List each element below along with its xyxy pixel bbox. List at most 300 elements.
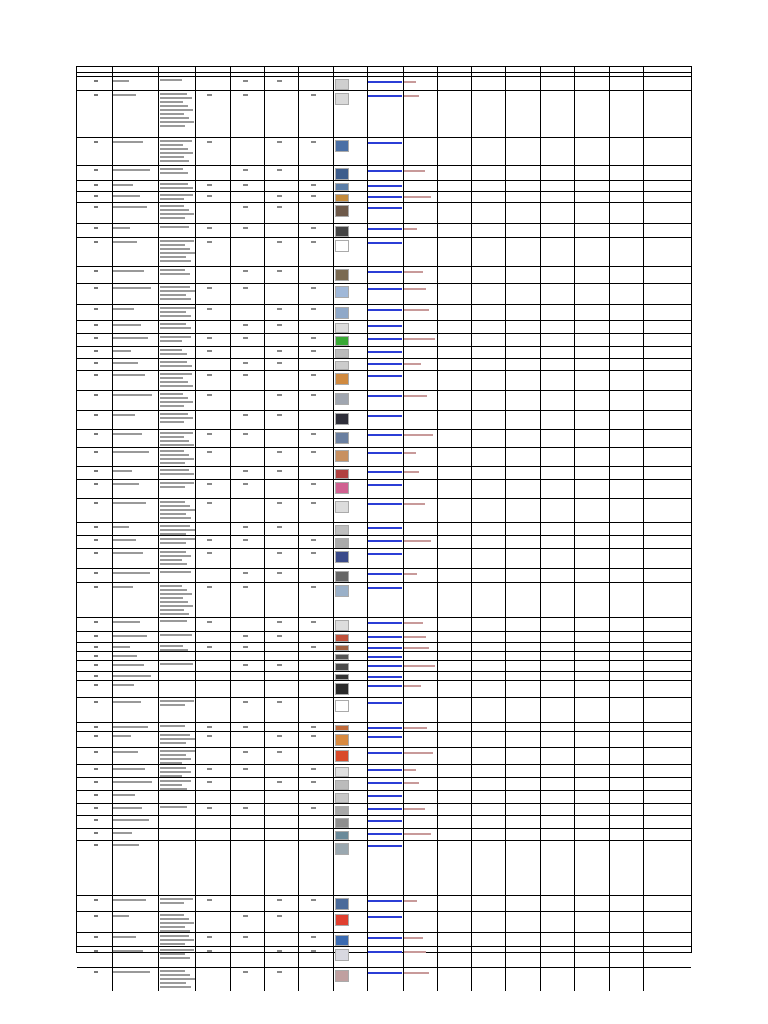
table-cell xyxy=(609,933,643,946)
table-cell xyxy=(77,523,112,535)
table-cell xyxy=(609,305,643,320)
table-cell xyxy=(195,841,230,895)
product-link[interactable] xyxy=(368,288,402,290)
product-thumbnail xyxy=(335,307,349,319)
product-link[interactable] xyxy=(368,665,402,667)
table-cell xyxy=(264,321,298,333)
table-cell xyxy=(264,284,298,304)
table-cell xyxy=(574,411,609,429)
table-cell xyxy=(540,765,574,777)
table-cell xyxy=(574,334,609,346)
table-cell xyxy=(77,536,112,548)
table-cell xyxy=(609,203,643,223)
description-line xyxy=(160,704,185,706)
value-cell xyxy=(207,936,212,938)
table-row xyxy=(77,911,691,932)
table-cell xyxy=(264,933,298,946)
value-cell xyxy=(243,936,248,938)
value-cell xyxy=(243,374,248,376)
description-line xyxy=(160,742,186,744)
description-line xyxy=(160,248,190,250)
table-cell xyxy=(540,896,574,911)
product-link[interactable] xyxy=(368,207,402,209)
table-cell xyxy=(643,391,691,410)
table-cell xyxy=(471,284,505,304)
table-cell xyxy=(195,732,230,747)
table-cell xyxy=(298,661,333,671)
table-cell xyxy=(298,933,333,946)
table-cell xyxy=(574,203,609,223)
product-link[interactable] xyxy=(368,471,402,473)
product-link[interactable] xyxy=(368,622,402,624)
table-cell xyxy=(643,947,691,967)
table-cell xyxy=(540,698,574,722)
table-cell xyxy=(609,661,643,671)
table-cell xyxy=(437,829,471,840)
table-cell xyxy=(230,841,264,895)
description-line xyxy=(160,505,190,507)
row-number xyxy=(94,751,98,753)
table-row xyxy=(77,237,691,266)
value-cell xyxy=(207,394,212,396)
table-cell xyxy=(298,166,333,180)
description-line xyxy=(160,939,194,941)
item-name xyxy=(113,241,137,243)
product-link[interactable] xyxy=(368,395,402,397)
description-line xyxy=(160,440,189,442)
table-row xyxy=(77,617,691,631)
description-line xyxy=(160,943,185,945)
table-cell xyxy=(540,643,574,651)
product-link[interactable] xyxy=(368,769,402,771)
row-number xyxy=(94,819,98,821)
product-link[interactable] xyxy=(368,540,402,542)
table-row xyxy=(77,660,691,671)
table-cell xyxy=(298,652,333,660)
item-name xyxy=(113,844,139,846)
table-cell xyxy=(471,391,505,410)
table-cell xyxy=(505,284,540,304)
table-cell xyxy=(609,536,643,548)
description-line xyxy=(160,970,185,972)
row-number xyxy=(94,324,98,326)
table-cell xyxy=(367,933,403,946)
value-cell xyxy=(277,664,282,666)
product-link[interactable] xyxy=(368,363,402,365)
product-link[interactable] xyxy=(368,833,402,835)
description-line xyxy=(160,209,189,211)
product-link[interactable] xyxy=(368,727,402,729)
table-cell xyxy=(643,652,691,660)
table-cell xyxy=(403,841,437,895)
table-cell xyxy=(112,91,158,137)
table-row xyxy=(77,932,691,946)
table-cell xyxy=(77,192,112,202)
table-cell xyxy=(112,523,158,535)
table-cell xyxy=(437,238,471,266)
table-cell xyxy=(264,661,298,671)
table-cell xyxy=(540,816,574,828)
table-cell xyxy=(437,583,471,617)
table-cell xyxy=(471,698,505,722)
value-cell xyxy=(243,414,248,416)
table-cell xyxy=(195,138,230,165)
table-cell xyxy=(403,748,437,764)
table-cell xyxy=(505,912,540,932)
table-cell xyxy=(609,334,643,346)
remark-text xyxy=(404,81,416,83)
table-cell xyxy=(643,829,691,840)
table-cell xyxy=(195,203,230,223)
table-cell xyxy=(643,618,691,631)
table-cell xyxy=(471,723,505,731)
description-line xyxy=(160,436,184,438)
table-cell xyxy=(471,816,505,828)
item-name xyxy=(113,394,152,396)
table-cell xyxy=(609,841,643,895)
row-number xyxy=(94,586,98,588)
description-line xyxy=(160,244,185,246)
row-number xyxy=(94,971,98,973)
table-cell xyxy=(230,661,264,671)
table-cell xyxy=(112,816,158,828)
product-link[interactable] xyxy=(368,845,402,847)
table-cell xyxy=(609,569,643,582)
product-thumbnail xyxy=(335,683,349,695)
description-line xyxy=(160,663,193,665)
row-number xyxy=(94,80,98,82)
product-link[interactable] xyxy=(368,900,402,902)
row-number xyxy=(94,287,98,289)
table-cell xyxy=(540,480,574,498)
table-cell xyxy=(264,181,298,191)
table-cell xyxy=(298,804,333,815)
table-cell xyxy=(609,267,643,283)
table-cell xyxy=(505,652,540,660)
table-cell xyxy=(643,841,691,895)
table-row xyxy=(77,568,691,582)
value-cell xyxy=(277,526,282,528)
table-cell xyxy=(195,238,230,266)
description-line xyxy=(160,898,193,900)
product-link[interactable] xyxy=(368,228,402,230)
description-line xyxy=(160,957,190,959)
table-cell xyxy=(540,778,574,790)
description-line xyxy=(160,454,189,456)
product-thumbnail xyxy=(335,393,349,405)
product-link[interactable] xyxy=(368,752,402,754)
table-cell xyxy=(403,791,437,803)
table-cell xyxy=(367,947,403,967)
table-cell xyxy=(367,536,403,548)
table-cell xyxy=(505,480,540,498)
row-number xyxy=(94,470,98,472)
description-line xyxy=(160,252,195,254)
description-line xyxy=(160,168,183,170)
remark-text xyxy=(404,752,433,754)
description-line xyxy=(160,902,184,904)
value-cell xyxy=(311,227,316,229)
value-cell xyxy=(277,169,282,171)
table-cell xyxy=(437,371,471,390)
table-cell xyxy=(574,681,609,697)
value-cell xyxy=(243,526,248,528)
table-cell xyxy=(195,933,230,946)
product-thumbnail xyxy=(335,240,349,252)
table-cell xyxy=(540,661,574,671)
table-cell xyxy=(609,947,643,967)
item-name xyxy=(113,936,136,938)
table-cell xyxy=(540,91,574,137)
description-line xyxy=(160,401,193,403)
description-line xyxy=(160,473,194,475)
table-cell xyxy=(643,896,691,911)
value-cell xyxy=(311,287,316,289)
table-cell xyxy=(574,804,609,815)
table-cell xyxy=(195,499,230,522)
table-cell xyxy=(264,672,298,680)
table-row xyxy=(77,447,691,466)
table-cell xyxy=(195,347,230,358)
product-link[interactable] xyxy=(368,676,402,678)
row-number xyxy=(94,552,98,554)
product-link[interactable] xyxy=(368,375,402,377)
table-cell xyxy=(437,305,471,320)
table-cell xyxy=(505,723,540,731)
product-link[interactable] xyxy=(368,185,402,187)
product-link[interactable] xyxy=(368,916,402,918)
description-line xyxy=(160,551,186,553)
description-line xyxy=(160,469,189,471)
remark-text xyxy=(404,196,431,198)
value-cell xyxy=(277,950,282,952)
product-link[interactable] xyxy=(368,820,402,822)
table-cell xyxy=(609,791,643,803)
value-cell xyxy=(207,451,212,453)
product-link[interactable] xyxy=(368,81,402,83)
table-cell xyxy=(403,583,437,617)
product-link[interactable] xyxy=(368,972,402,974)
description-line xyxy=(160,144,183,146)
product-link[interactable] xyxy=(368,242,402,244)
table-cell xyxy=(609,448,643,466)
product-link[interactable] xyxy=(368,553,402,555)
row-number xyxy=(94,768,98,770)
value-cell xyxy=(207,241,212,243)
description-line xyxy=(160,444,194,446)
table-cell xyxy=(298,968,333,991)
table-row xyxy=(77,370,691,390)
table-cell xyxy=(264,681,298,697)
value-cell xyxy=(311,950,316,952)
table-cell xyxy=(367,791,403,803)
table-cell xyxy=(471,359,505,370)
product-link[interactable] xyxy=(368,736,402,738)
description-line xyxy=(160,986,191,988)
table-cell xyxy=(298,698,333,722)
table-cell xyxy=(437,480,471,498)
table-cell xyxy=(471,480,505,498)
table-cell xyxy=(574,816,609,828)
table-cell xyxy=(112,841,158,895)
product-link[interactable] xyxy=(368,170,402,172)
product-link[interactable] xyxy=(368,271,402,273)
table-cell xyxy=(298,181,333,191)
remark-text xyxy=(404,452,416,454)
description-line xyxy=(160,198,184,200)
value-cell xyxy=(207,94,212,96)
value-cell xyxy=(207,374,212,376)
table-cell xyxy=(540,499,574,522)
table-cell xyxy=(195,681,230,697)
table-cell xyxy=(403,77,437,90)
table-cell xyxy=(505,681,540,697)
table-cell xyxy=(264,371,298,390)
table-cell xyxy=(230,138,264,165)
table-cell xyxy=(471,583,505,617)
value-cell xyxy=(277,635,282,637)
table-cell xyxy=(643,430,691,447)
table-cell xyxy=(112,661,158,671)
table-cell xyxy=(574,569,609,582)
product-link[interactable] xyxy=(368,527,402,529)
table-cell xyxy=(643,748,691,764)
table-cell xyxy=(367,732,403,747)
value-cell xyxy=(311,451,316,453)
table-row xyxy=(77,320,691,333)
table-cell xyxy=(574,284,609,304)
table-cell xyxy=(540,430,574,447)
table-cell xyxy=(195,192,230,202)
value-cell xyxy=(277,141,282,143)
description-line xyxy=(160,974,190,976)
table-cell xyxy=(540,652,574,660)
product-link[interactable] xyxy=(368,573,402,575)
table-cell xyxy=(471,791,505,803)
table-cell xyxy=(574,523,609,535)
table-cell xyxy=(230,499,264,522)
table-cell xyxy=(367,569,403,582)
product-link[interactable] xyxy=(368,937,402,939)
description-line xyxy=(160,109,193,111)
product-link[interactable] xyxy=(368,484,402,486)
product-thumbnail xyxy=(335,551,349,563)
item-name xyxy=(113,655,137,657)
product-link[interactable] xyxy=(368,309,402,311)
table-row xyxy=(77,283,691,304)
row-number xyxy=(94,726,98,728)
product-link[interactable] xyxy=(368,951,402,953)
table-cell xyxy=(437,652,471,660)
value-cell xyxy=(277,241,282,243)
product-link[interactable] xyxy=(368,702,402,704)
product-thumbnail xyxy=(335,336,349,346)
table-cell xyxy=(195,284,230,304)
table-cell xyxy=(195,467,230,479)
table-cell xyxy=(437,804,471,815)
table-cell xyxy=(505,643,540,651)
description-line xyxy=(160,385,193,387)
table-cell xyxy=(505,448,540,466)
table-cell xyxy=(437,321,471,333)
table-row xyxy=(77,548,691,568)
item-name xyxy=(113,270,144,272)
product-link[interactable] xyxy=(368,338,402,340)
product-link[interactable] xyxy=(368,782,402,784)
table-cell xyxy=(574,896,609,911)
table-cell xyxy=(505,804,540,815)
table-cell xyxy=(230,569,264,582)
value-cell xyxy=(277,502,282,504)
table-cell xyxy=(230,192,264,202)
row-number xyxy=(94,675,98,677)
table-cell xyxy=(112,778,158,790)
table-cell xyxy=(574,748,609,764)
table-cell xyxy=(367,804,403,815)
product-link[interactable] xyxy=(368,587,402,589)
table-cell xyxy=(540,732,574,747)
table-cell xyxy=(609,583,643,617)
product-link[interactable] xyxy=(368,95,402,97)
product-link[interactable] xyxy=(368,685,402,687)
product-link[interactable] xyxy=(368,196,402,198)
product-link[interactable] xyxy=(368,142,402,144)
description-line xyxy=(160,738,195,740)
table-cell xyxy=(195,652,230,660)
product-link[interactable] xyxy=(368,325,402,327)
table-cell xyxy=(264,347,298,358)
table-row xyxy=(77,946,691,967)
row-number xyxy=(94,308,98,310)
product-link[interactable] xyxy=(368,647,402,649)
table-cell xyxy=(367,748,403,764)
product-thumbnail xyxy=(335,831,349,840)
product-link[interactable] xyxy=(368,795,402,797)
product-link[interactable] xyxy=(368,452,402,454)
product-link[interactable] xyxy=(368,636,402,638)
description-line xyxy=(160,273,190,275)
value-cell xyxy=(277,701,282,703)
table-cell xyxy=(403,284,437,304)
table-cell xyxy=(471,267,505,283)
description-line xyxy=(160,298,191,300)
table-cell xyxy=(195,166,230,180)
product-thumbnail xyxy=(335,349,349,358)
value-cell xyxy=(243,270,248,272)
table-cell xyxy=(574,732,609,747)
table-cell xyxy=(403,672,437,680)
table-cell xyxy=(540,632,574,642)
value-cell xyxy=(207,227,212,229)
product-link[interactable] xyxy=(368,434,402,436)
description-line xyxy=(160,501,185,503)
table-row xyxy=(77,731,691,747)
product-link[interactable] xyxy=(368,415,402,417)
product-link[interactable] xyxy=(368,656,402,658)
table-cell xyxy=(195,523,230,535)
product-link[interactable] xyxy=(368,351,402,353)
table-cell xyxy=(505,371,540,390)
table-cell xyxy=(540,224,574,237)
table-cell xyxy=(77,347,112,358)
description-line xyxy=(160,397,188,399)
description-line xyxy=(160,105,188,107)
item-name xyxy=(113,915,129,917)
table-cell xyxy=(437,765,471,777)
product-link[interactable] xyxy=(368,503,402,505)
product-link[interactable] xyxy=(368,808,402,810)
value-cell xyxy=(311,374,316,376)
